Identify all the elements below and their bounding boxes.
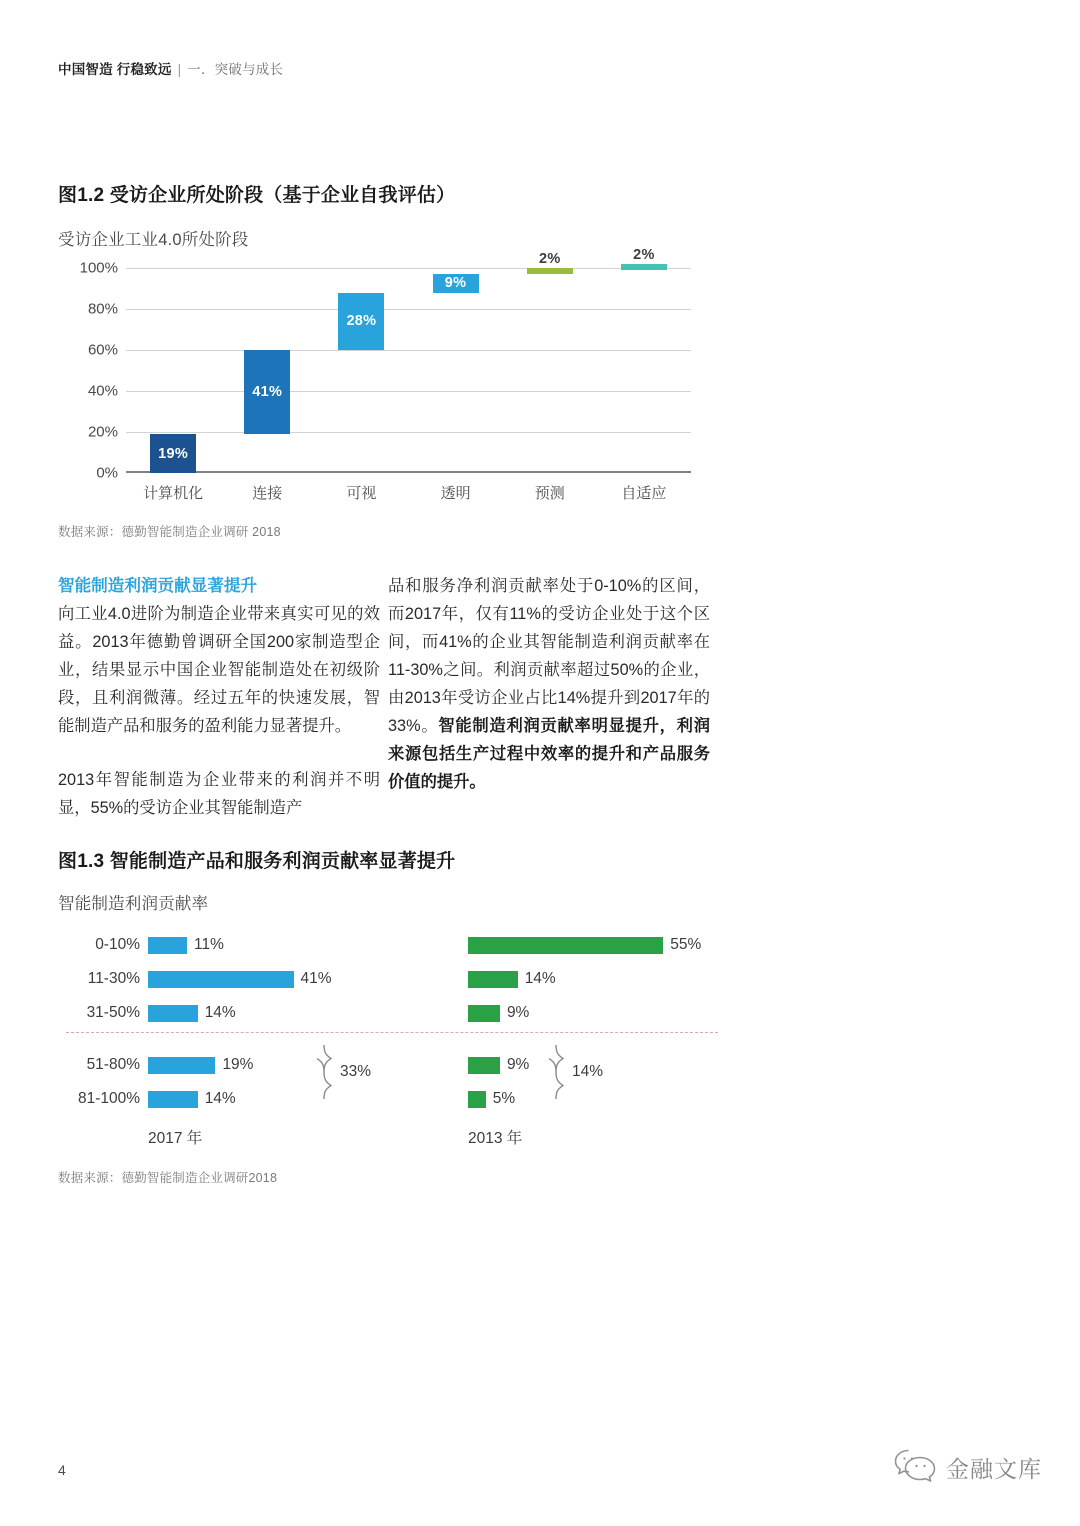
watermark — [893, 1448, 1042, 1487]
bar-series-group — [148, 970, 332, 988]
bar — [468, 1005, 500, 1022]
y-axis-tick-label: 100% — [79, 259, 118, 277]
bar — [468, 1091, 486, 1108]
bar-category-label: 11-30% — [87, 970, 140, 987]
gridline — [126, 432, 691, 433]
waterfall-bar — [621, 247, 667, 270]
bar-value-label: 28% — [346, 313, 377, 330]
group-divider — [66, 1032, 718, 1033]
body-column-left — [58, 572, 380, 822]
year-label-2017: 2017 年 — [148, 1130, 203, 1147]
bar-value-label: 55% — [670, 936, 702, 953]
bar-value-label: 14% — [204, 1004, 236, 1021]
x-axis-category-label: 连接 — [252, 485, 283, 502]
gridline — [126, 309, 691, 310]
bar — [148, 1057, 215, 1074]
body-left-paragraph-1 — [58, 572, 380, 740]
bar-chart-row — [58, 966, 708, 992]
x-axis-line — [126, 471, 691, 473]
body-right-paragraph-1 — [388, 572, 710, 796]
body-left-kicker: 智能制造利润贡献显著提升 — [58, 576, 258, 595]
y-axis-tick-label: 80% — [87, 300, 118, 318]
bar-series-group — [468, 1004, 529, 1022]
year-label-2013: 2013 年 — [468, 1130, 523, 1147]
bar-value-label: 14% — [204, 1090, 236, 1107]
x-axis-category-label: 透明 — [440, 485, 471, 502]
gridline — [126, 391, 691, 392]
bar — [148, 971, 294, 988]
bar-category-label: 51-80% — [86, 1056, 140, 1073]
y-axis-tick-label: 60% — [87, 341, 118, 359]
y-axis-tick-label: 40% — [87, 382, 118, 400]
bar-series-group — [148, 1056, 253, 1074]
x-axis-category-label: 自适应 — [621, 485, 667, 502]
running-header-book-title: 中国智造 行稳致远 — [58, 62, 172, 77]
gridline — [126, 268, 691, 269]
waterfall-bar — [527, 251, 573, 274]
running-header-section: 一．突破与成长 — [187, 62, 284, 77]
bar-series-group — [468, 1090, 515, 1108]
bar-chart-row — [58, 1086, 708, 1112]
bar-series-group — [468, 1056, 529, 1074]
bar-series-group — [468, 970, 556, 988]
bar-value-label: 2% — [633, 247, 655, 264]
body-left-p1-text: 向工业4.0进阶为制造企业带来真实可见的效益。2013年德勤曾调研全国200家制造型企业，结果显示中国企业智能制造处在初级阶段，且利润微薄。经过五年的快速发展，智能制造产品和服务的盈利能力显著提升。 — [58, 605, 380, 735]
bar-series-group — [468, 936, 701, 954]
running-header — [58, 58, 283, 78]
body-left-paragraph-2: 2013年智能制造为企业带来的利润并不明显，55%的受访企业其智能制造产 — [58, 771, 380, 817]
body-right-p1-normal: 品和服务净利润贡献率处于0-10%的区间，而2017年，仅有11%的受访企业处于这个区间，而41%的企业其智能制造利润贡献率在11-30%之间。利润贡献率超过50%的企业，由2013年受访企业占比14%提升到2017年的33%。 — [388, 577, 710, 735]
bar — [148, 937, 187, 954]
brace-2017-over-50 — [316, 1044, 371, 1100]
bar-category-label: 31-50% — [86, 1004, 140, 1021]
bar-value-label: 41% — [300, 970, 332, 987]
page-number: 4 — [58, 1462, 66, 1478]
bar-value-label: 41% — [252, 384, 283, 401]
bar-value-label: 9% — [444, 275, 467, 292]
bar-series-group — [148, 936, 224, 954]
bar — [468, 971, 518, 988]
x-axis-category-label: 计算机化 — [143, 485, 204, 502]
bar-chart-row — [58, 1052, 708, 1078]
bar-value-label: 2% — [538, 251, 561, 268]
bar-value-label: 11% — [194, 936, 224, 953]
bar — [468, 1057, 500, 1074]
bar-series-group — [148, 1090, 236, 1108]
bar-series-group — [148, 1004, 236, 1022]
horizontal-bar-chart — [58, 918, 708, 1153]
bar-value-label: 9% — [506, 1056, 530, 1073]
x-axis-category-label: 可视 — [346, 485, 377, 502]
bar-value-label: 19% — [158, 445, 189, 462]
figure-1-3-source: 数据来源：德勤智能制造企业调研2018 — [58, 1171, 278, 1185]
figure-1-3-title: 图1.3 智能制造产品和服务利润贡献率显著提升 — [58, 851, 456, 872]
brace-2013-over-50 — [548, 1044, 603, 1100]
waterfall-bar — [150, 434, 196, 473]
gridline — [126, 350, 691, 351]
bar-value-label: 5% — [492, 1090, 516, 1107]
y-axis-tick-label: 20% — [87, 423, 118, 441]
wechat-speech-bubble-icon — [893, 1448, 937, 1487]
watermark-label: 金融文库 — [946, 1457, 1042, 1483]
waterfall-bar — [244, 350, 290, 434]
bar-category-label: 81-100% — [77, 1090, 140, 1107]
running-header-separator: | — [177, 62, 182, 77]
brace-total-label: 33% — [340, 1063, 372, 1080]
bar-category-label: 0-10% — [95, 936, 140, 953]
figure-1-3-subtitle: 智能制造利润贡献率 — [58, 895, 209, 913]
body-right-p1-bold: 智能制造利润贡献率明显提升，利润来源包括生产过程中效率的提升和产品服务价值的提升。 — [388, 717, 710, 791]
bar — [468, 937, 663, 954]
bar-value-label: 9% — [506, 1004, 530, 1021]
figure-1-2-title: 图1.2 受访企业所处阶段（基于企业自我评估） — [58, 185, 456, 206]
x-axis-category-label: 预测 — [534, 485, 565, 502]
body-column-right — [388, 572, 710, 796]
bar-chart-row — [58, 1000, 708, 1026]
figure-1-2-source: 数据来源：德勤智能制造企业调研 2018 — [58, 525, 281, 539]
figure-1-2-subtitle: 受访企业工业4.0所处阶段 — [58, 231, 249, 249]
bar-chart-row — [58, 932, 708, 958]
bar — [148, 1005, 198, 1022]
waterfall-chart — [58, 247, 708, 510]
bar-value-label: 19% — [222, 1056, 254, 1073]
brace-total-label: 14% — [572, 1063, 604, 1080]
bar — [148, 1091, 198, 1108]
waterfall-plot-area — [79, 247, 691, 502]
waterfall-bar — [433, 274, 479, 292]
bar-value-label: 14% — [524, 970, 556, 987]
y-axis-tick-label: 0% — [96, 464, 118, 482]
waterfall-bar — [338, 293, 384, 350]
